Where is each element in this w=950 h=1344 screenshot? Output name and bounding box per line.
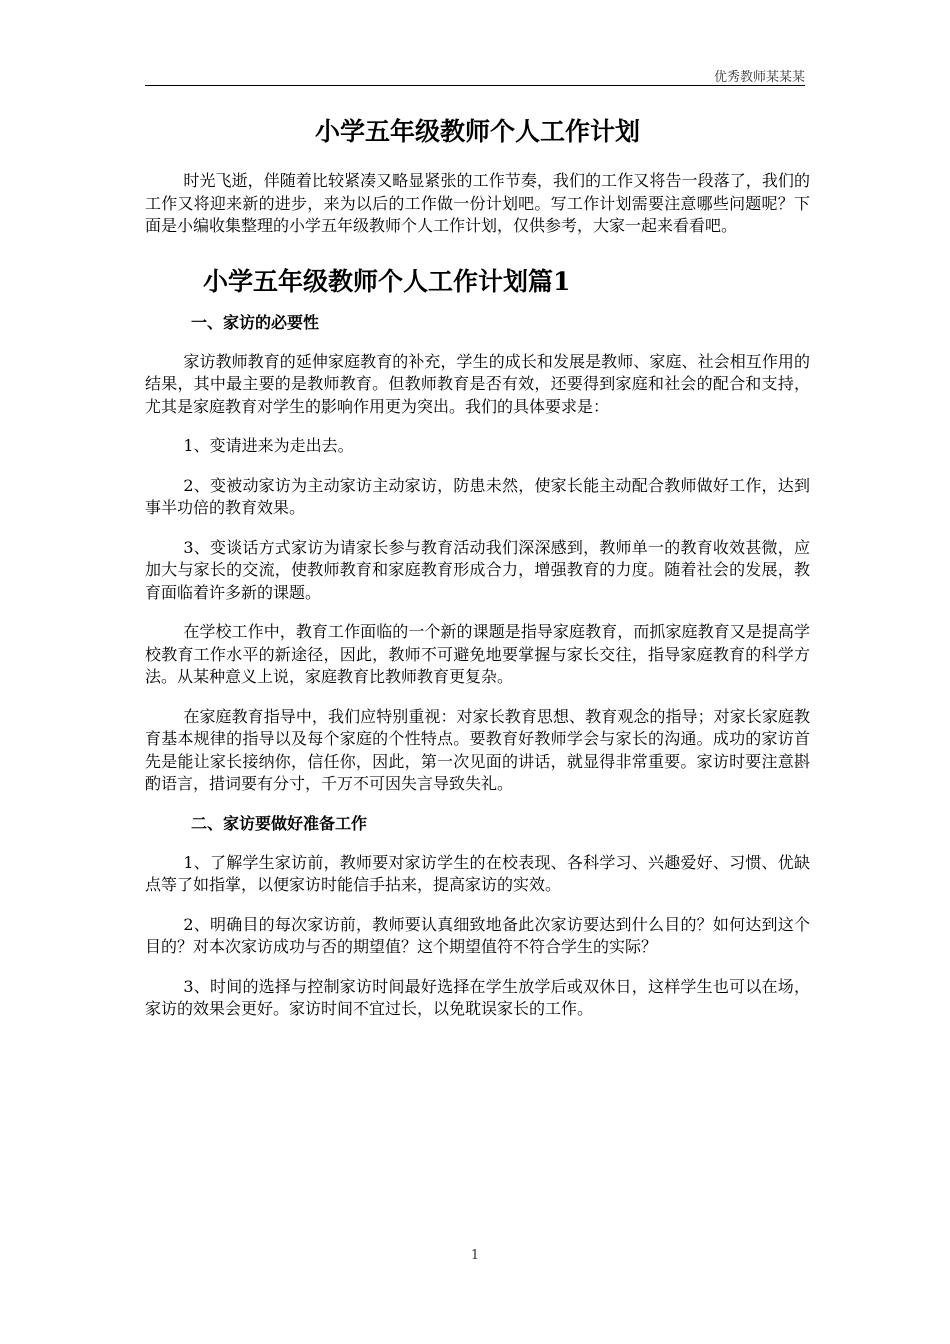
subheading-2: 二、家访要做好准备工作 (191, 813, 368, 833)
page-header-author: 优秀教师某某某 (713, 70, 805, 85)
paragraph-1: 家访教师教育的延伸家庭教育的补充，学生的成长和发展是教师、家庭、社会相互作用的结果，其中最主要的是教师教育。但教师教育是否有效，还要得到家庭和社会的配合和支持，尤其是家庭教育对学生的影响作用更为突出。我们的具体要求是： (145, 351, 810, 416)
paragraph-7: 1、了解学生家访前，教师要对家访学生的在校表现、各科学习、兴趣爱好、习惯、优缺点等了如指掌，以便家访时能信手拈来，提高家访的实效。 (145, 852, 810, 894)
paragraph-5: 在学校工作中，教育工作面临的一个新的课题是指导家庭教育，而抓家庭教育又是提高学校教育工作水平的新途径，因此，教师不可避免地要掌握与家长交往，指导家庭教育的科学方法。从某种意义上说，家庭教育比教师教育更复杂。 (145, 622, 810, 686)
paragraph-6: 在家庭教育指导中，我们应特别重视：对家长教育思想、教育观念的指导；对家长家庭教育基本规律的指导以及每个家庭的个性特点。要教育好教师学会与家长的沟通。成功的家访首先是能让家长接纳你，信任你，因此，第一次见面的讲话，就显得非常重要。家访时要注意斟酌语言，措词要有分寸，千万不可因失言导致失礼。 (145, 706, 810, 793)
section-title: 小学五年级教师个人工作计划篇1 (203, 266, 571, 296)
paragraph-9: 3、时间的选择与控制家访时间最好选择在学生放学后或双休日，这样学生也可以在场，家访的效果会更好。家访时间不宜过长，以免耽误家长的工作。 (145, 976, 810, 1018)
subheading-1: 一、家访的必要性 (191, 312, 320, 332)
paragraph-8: 2、明确目的每次家访前，教师要认真细致地备此次家访要达到什么目的？如何达到这个目的？对本次家访成功与否的期望值？这个期望值符不符合学生的实际？ (145, 914, 810, 956)
header-divider (145, 85, 805, 86)
paragraph-4: 3、变谈话方式家访为请家长参与教育活动我们深深感到，教师单一的教育收效甚微，应加大与家长的交流，使教师教育和家庭教育形成合力，增强教育的力度。随着社会的发展，教育面临着许多新的课题。 (145, 537, 810, 602)
paragraph-3: 2、变被动家访为主动家访主动家访，防患未然，使家长能主动配合教师做好工作，达到事半功倍的教育效果。 (145, 475, 810, 517)
document-title: 小学五年级教师个人工作计划 (314, 117, 640, 146)
paragraph-2: 1、变请进来为走出去。 (183, 436, 354, 455)
page-number: 1 (470, 1248, 480, 1263)
document-body (145, 112, 810, 1021)
intro-paragraph: 时光飞逝，伴随着比较紧凑又略显紧张的工作节奏，我们的工作又将告一段落了，我们的工作又将迎来新的进步，来为以后的工作做一份计划吧。写工作计划需要注意哪些问题呢？下面是小编收集整理的小学五年级教师个人工作计划，仅供参考，大家一起来看看吧。 (145, 171, 810, 235)
